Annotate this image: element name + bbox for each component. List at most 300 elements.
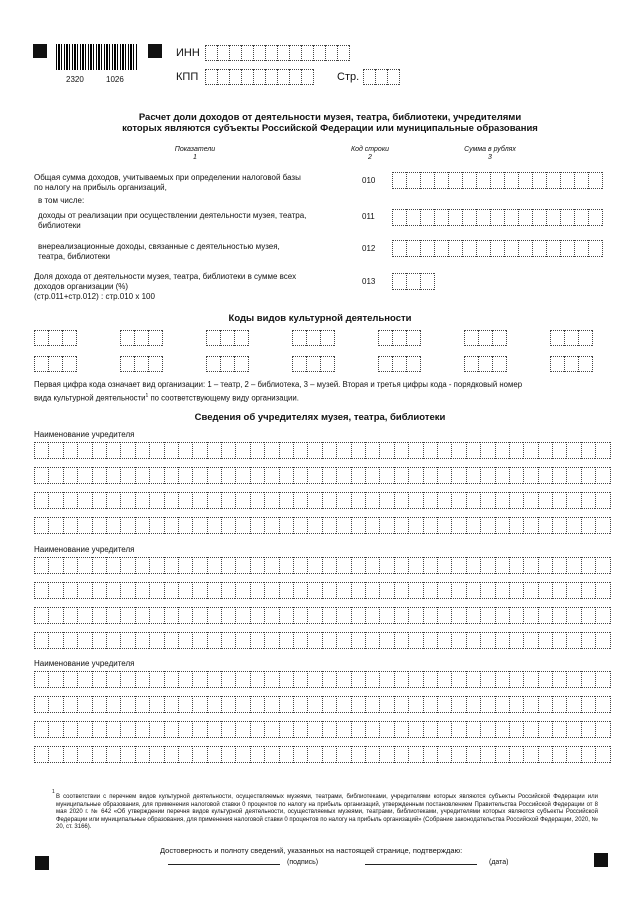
input-cell[interactable] — [48, 492, 62, 509]
input-cell[interactable] — [164, 492, 178, 509]
input-cell[interactable] — [120, 671, 134, 688]
input-cell[interactable] — [476, 172, 490, 189]
activity-code-field[interactable] — [34, 330, 77, 346]
input-cell[interactable] — [264, 721, 278, 738]
input-cell[interactable] — [250, 467, 264, 484]
input-cell[interactable] — [164, 721, 178, 738]
input-cell[interactable] — [581, 696, 595, 713]
input-cell[interactable] — [207, 517, 221, 534]
activity-code-field[interactable] — [206, 356, 249, 372]
input-cell[interactable] — [420, 273, 434, 290]
input-cell[interactable] — [207, 632, 221, 649]
input-cell[interactable] — [207, 607, 221, 624]
input-cell[interactable] — [48, 607, 62, 624]
activity-code-field[interactable] — [292, 330, 335, 346]
input-cell[interactable] — [178, 632, 192, 649]
input-cell[interactable] — [135, 696, 149, 713]
input-cell[interactable] — [480, 557, 494, 574]
input-cell[interactable] — [221, 721, 235, 738]
input-cell[interactable] — [293, 607, 307, 624]
input-cell[interactable] — [566, 557, 580, 574]
input-cell[interactable] — [523, 607, 537, 624]
input-cell[interactable] — [48, 467, 62, 484]
input-cell[interactable] — [164, 582, 178, 599]
input-cell[interactable] — [478, 330, 492, 346]
row-012-sum-field[interactable] — [392, 240, 603, 257]
input-cell[interactable] — [466, 557, 480, 574]
input-cell[interactable] — [523, 671, 537, 688]
input-cell[interactable] — [279, 557, 293, 574]
input-cell[interactable] — [365, 467, 379, 484]
input-cell[interactable] — [538, 671, 552, 688]
input-cell[interactable] — [523, 582, 537, 599]
input-cell[interactable] — [336, 442, 350, 459]
activity-code-field[interactable] — [464, 330, 507, 346]
input-cell[interactable] — [451, 582, 465, 599]
input-cell[interactable] — [408, 632, 422, 649]
input-cell[interactable] — [495, 467, 509, 484]
input-cell[interactable] — [538, 582, 552, 599]
input-cell[interactable] — [149, 607, 163, 624]
input-cell[interactable] — [336, 582, 350, 599]
input-cell[interactable] — [164, 632, 178, 649]
input-cell[interactable] — [574, 240, 588, 257]
input-cell[interactable] — [264, 632, 278, 649]
input-cell[interactable] — [322, 442, 336, 459]
input-cell[interactable] — [307, 721, 321, 738]
input-cell[interactable] — [552, 517, 566, 534]
input-cell[interactable] — [379, 582, 393, 599]
founder-name-row[interactable] — [34, 721, 611, 738]
input-cell[interactable] — [250, 517, 264, 534]
input-cell[interactable] — [264, 517, 278, 534]
input-cell[interactable] — [560, 240, 574, 257]
input-cell[interactable] — [420, 209, 434, 226]
input-cell[interactable] — [134, 330, 148, 346]
cell-group[interactable] — [206, 330, 249, 346]
input-cell[interactable] — [578, 330, 592, 346]
input-cell[interactable] — [595, 517, 609, 534]
input-cell[interactable] — [578, 356, 592, 372]
input-cell[interactable] — [135, 582, 149, 599]
input-cell[interactable] — [322, 632, 336, 649]
row-013-percent-field[interactable] — [392, 273, 435, 290]
input-cell[interactable] — [235, 632, 249, 649]
input-cell[interactable] — [135, 442, 149, 459]
input-cell[interactable] — [490, 172, 504, 189]
input-cell[interactable] — [279, 671, 293, 688]
input-cell[interactable] — [365, 696, 379, 713]
input-cell[interactable] — [34, 467, 48, 484]
input-cell[interactable] — [92, 607, 106, 624]
input-cell[interactable] — [495, 557, 509, 574]
input-cell[interactable] — [464, 330, 478, 346]
input-cell[interactable] — [392, 273, 406, 290]
input-cell[interactable] — [149, 442, 163, 459]
input-cell[interactable] — [394, 492, 408, 509]
input-cell[interactable] — [92, 467, 106, 484]
input-cell[interactable] — [77, 557, 91, 574]
input-cell[interactable] — [552, 467, 566, 484]
input-cell[interactable] — [34, 632, 48, 649]
input-cell[interactable] — [322, 607, 336, 624]
input-cell[interactable] — [120, 517, 134, 534]
input-cell[interactable] — [307, 557, 321, 574]
input-cell[interactable] — [451, 632, 465, 649]
input-cell[interactable] — [164, 746, 178, 763]
input-cell[interactable] — [106, 671, 120, 688]
input-cell[interactable] — [560, 172, 574, 189]
input-cell[interactable] — [466, 607, 480, 624]
input-cell[interactable] — [394, 467, 408, 484]
input-cell[interactable] — [437, 467, 451, 484]
cell-group[interactable] — [550, 330, 593, 346]
input-cell[interactable] — [221, 557, 235, 574]
input-cell[interactable] — [523, 517, 537, 534]
input-cell[interactable] — [518, 209, 532, 226]
cell-group[interactable] — [34, 582, 611, 599]
input-cell[interactable] — [574, 209, 588, 226]
input-cell[interactable] — [34, 492, 48, 509]
input-cell[interactable] — [235, 696, 249, 713]
founder-name-row[interactable] — [34, 671, 611, 688]
input-cell[interactable] — [451, 467, 465, 484]
input-cell[interactable] — [63, 632, 77, 649]
input-cell[interactable] — [221, 632, 235, 649]
input-cell[interactable] — [564, 356, 578, 372]
input-cell[interactable] — [495, 582, 509, 599]
input-cell[interactable] — [466, 632, 480, 649]
input-cell[interactable] — [164, 671, 178, 688]
input-cell[interactable] — [229, 69, 241, 85]
input-cell[interactable] — [495, 607, 509, 624]
input-cell[interactable] — [205, 45, 217, 61]
input-cell[interactable] — [480, 467, 494, 484]
input-cell[interactable] — [408, 557, 422, 574]
input-cell[interactable] — [63, 721, 77, 738]
input-cell[interactable] — [241, 45, 253, 61]
input-cell[interactable] — [423, 557, 437, 574]
input-cell[interactable] — [250, 721, 264, 738]
input-cell[interactable] — [595, 696, 609, 713]
input-cell[interactable] — [192, 442, 206, 459]
input-cell[interactable] — [77, 607, 91, 624]
input-cell[interactable] — [550, 330, 564, 346]
input-cell[interactable] — [379, 442, 393, 459]
input-cell[interactable] — [408, 517, 422, 534]
input-cell[interactable] — [48, 557, 62, 574]
input-cell[interactable] — [379, 557, 393, 574]
input-cell[interactable] — [509, 746, 523, 763]
input-cell[interactable] — [135, 746, 149, 763]
input-cell[interactable] — [322, 517, 336, 534]
input-cell[interactable] — [466, 696, 480, 713]
input-cell[interactable] — [480, 632, 494, 649]
input-cell[interactable] — [149, 696, 163, 713]
input-cell[interactable] — [546, 172, 560, 189]
input-cell[interactable] — [77, 442, 91, 459]
input-cell[interactable] — [192, 467, 206, 484]
input-cell[interactable] — [392, 240, 406, 257]
cell-group[interactable] — [34, 442, 611, 459]
input-cell[interactable] — [394, 696, 408, 713]
input-cell[interactable] — [574, 172, 588, 189]
input-cell[interactable] — [221, 517, 235, 534]
input-cell[interactable] — [476, 209, 490, 226]
input-cell[interactable] — [148, 356, 162, 372]
input-cell[interactable] — [509, 557, 523, 574]
input-cell[interactable] — [34, 356, 48, 372]
input-cell[interactable] — [120, 442, 134, 459]
input-cell[interactable] — [581, 557, 595, 574]
input-cell[interactable] — [509, 696, 523, 713]
cell-group[interactable] — [34, 671, 611, 688]
activity-code-field[interactable] — [34, 356, 77, 372]
input-cell[interactable] — [48, 442, 62, 459]
input-cell[interactable] — [106, 492, 120, 509]
input-cell[interactable] — [464, 356, 478, 372]
input-cell[interactable] — [293, 517, 307, 534]
cell-group[interactable] — [206, 356, 249, 372]
input-cell[interactable] — [379, 517, 393, 534]
cell-group[interactable] — [34, 607, 611, 624]
input-cell[interactable] — [495, 632, 509, 649]
input-cell[interactable] — [217, 45, 229, 61]
input-cell[interactable] — [307, 746, 321, 763]
input-cell[interactable] — [423, 671, 437, 688]
input-cell[interactable] — [434, 240, 448, 257]
input-cell[interactable] — [120, 632, 134, 649]
input-cell[interactable] — [149, 517, 163, 534]
row-011-sum-field[interactable] — [392, 209, 603, 226]
input-cell[interactable] — [250, 557, 264, 574]
input-cell[interactable] — [34, 607, 48, 624]
input-cell[interactable] — [466, 582, 480, 599]
input-cell[interactable] — [106, 632, 120, 649]
input-cell[interactable] — [149, 492, 163, 509]
input-cell[interactable] — [448, 240, 462, 257]
input-cell[interactable] — [207, 721, 221, 738]
founder-name-row[interactable] — [34, 517, 611, 534]
input-cell[interactable] — [552, 607, 566, 624]
input-cell[interactable] — [221, 492, 235, 509]
input-cell[interactable] — [466, 492, 480, 509]
input-cell[interactable] — [408, 492, 422, 509]
input-cell[interactable] — [588, 240, 602, 257]
input-cell[interactable] — [106, 721, 120, 738]
input-cell[interactable] — [581, 746, 595, 763]
input-cell[interactable] — [264, 746, 278, 763]
input-cell[interactable] — [307, 517, 321, 534]
input-cell[interactable] — [379, 492, 393, 509]
input-cell[interactable] — [378, 356, 392, 372]
input-cell[interactable] — [434, 209, 448, 226]
input-cell[interactable] — [336, 632, 350, 649]
input-cell[interactable] — [264, 607, 278, 624]
input-cell[interactable] — [120, 582, 134, 599]
input-cell[interactable] — [336, 467, 350, 484]
cell-group[interactable] — [464, 330, 507, 346]
input-cell[interactable] — [164, 557, 178, 574]
input-cell[interactable] — [581, 632, 595, 649]
input-cell[interactable] — [509, 467, 523, 484]
cell-group[interactable] — [34, 330, 77, 346]
input-cell[interactable] — [566, 721, 580, 738]
input-cell[interactable] — [235, 517, 249, 534]
founder-name-row[interactable] — [34, 492, 611, 509]
input-cell[interactable] — [394, 607, 408, 624]
input-cell[interactable] — [492, 330, 506, 346]
input-cell[interactable] — [120, 467, 134, 484]
input-cell[interactable] — [523, 492, 537, 509]
input-cell[interactable] — [293, 632, 307, 649]
input-cell[interactable] — [250, 582, 264, 599]
input-cell[interactable] — [34, 671, 48, 688]
input-cell[interactable] — [365, 582, 379, 599]
input-cell[interactable] — [466, 746, 480, 763]
cell-group[interactable] — [34, 746, 611, 763]
cell-group[interactable] — [205, 69, 314, 85]
input-cell[interactable] — [164, 696, 178, 713]
input-cell[interactable] — [48, 746, 62, 763]
input-cell[interactable] — [423, 467, 437, 484]
input-cell[interactable] — [135, 671, 149, 688]
input-cell[interactable] — [48, 721, 62, 738]
input-cell[interactable] — [451, 557, 465, 574]
cell-group[interactable] — [34, 721, 611, 738]
input-cell[interactable] — [241, 69, 253, 85]
input-cell[interactable] — [149, 632, 163, 649]
input-cell[interactable] — [178, 746, 192, 763]
input-cell[interactable] — [34, 721, 48, 738]
input-cell[interactable] — [552, 746, 566, 763]
input-cell[interactable] — [234, 356, 248, 372]
input-cell[interactable] — [480, 442, 494, 459]
input-cell[interactable] — [552, 721, 566, 738]
input-cell[interactable] — [77, 517, 91, 534]
input-cell[interactable] — [423, 746, 437, 763]
input-cell[interactable] — [566, 517, 580, 534]
input-cell[interactable] — [423, 517, 437, 534]
input-cell[interactable] — [480, 721, 494, 738]
input-cell[interactable] — [307, 696, 321, 713]
input-cell[interactable] — [406, 273, 420, 290]
input-cell[interactable] — [546, 209, 560, 226]
input-cell[interactable] — [408, 696, 422, 713]
cell-group[interactable] — [363, 69, 400, 85]
input-cell[interactable] — [164, 467, 178, 484]
input-cell[interactable] — [149, 671, 163, 688]
input-cell[interactable] — [394, 442, 408, 459]
input-cell[interactable] — [307, 582, 321, 599]
input-cell[interactable] — [480, 746, 494, 763]
input-cell[interactable] — [292, 356, 306, 372]
input-cell[interactable] — [320, 356, 334, 372]
input-cell[interactable] — [423, 632, 437, 649]
input-cell[interactable] — [566, 442, 580, 459]
input-cell[interactable] — [480, 696, 494, 713]
input-cell[interactable] — [509, 442, 523, 459]
input-cell[interactable] — [595, 607, 609, 624]
input-cell[interactable] — [379, 721, 393, 738]
input-cell[interactable] — [279, 721, 293, 738]
input-cell[interactable] — [192, 492, 206, 509]
input-cell[interactable] — [92, 557, 106, 574]
input-cell[interactable] — [378, 330, 392, 346]
input-cell[interactable] — [462, 172, 476, 189]
input-cell[interactable] — [351, 517, 365, 534]
input-cell[interactable] — [221, 582, 235, 599]
input-cell[interactable] — [532, 240, 546, 257]
input-cell[interactable] — [581, 582, 595, 599]
input-cell[interactable] — [178, 467, 192, 484]
input-cell[interactable] — [322, 582, 336, 599]
input-cell[interactable] — [451, 671, 465, 688]
input-cell[interactable] — [423, 442, 437, 459]
cell-group[interactable] — [120, 356, 163, 372]
input-cell[interactable] — [437, 582, 451, 599]
input-cell[interactable] — [135, 557, 149, 574]
page-field[interactable] — [363, 69, 400, 85]
input-cell[interactable] — [351, 492, 365, 509]
cell-group[interactable] — [392, 240, 603, 257]
input-cell[interactable] — [178, 607, 192, 624]
input-cell[interactable] — [437, 721, 451, 738]
input-cell[interactable] — [379, 746, 393, 763]
input-cell[interactable] — [120, 557, 134, 574]
input-cell[interactable] — [63, 492, 77, 509]
input-cell[interactable] — [392, 330, 406, 346]
input-cell[interactable] — [322, 557, 336, 574]
input-cell[interactable] — [538, 492, 552, 509]
input-cell[interactable] — [264, 492, 278, 509]
input-cell[interactable] — [229, 45, 241, 61]
input-cell[interactable] — [462, 240, 476, 257]
input-cell[interactable] — [164, 442, 178, 459]
input-cell[interactable] — [437, 492, 451, 509]
input-cell[interactable] — [566, 632, 580, 649]
input-cell[interactable] — [552, 582, 566, 599]
input-cell[interactable] — [538, 467, 552, 484]
input-cell[interactable] — [523, 721, 537, 738]
input-cell[interactable] — [34, 746, 48, 763]
input-cell[interactable] — [466, 671, 480, 688]
input-cell[interactable] — [595, 582, 609, 599]
input-cell[interactable] — [408, 607, 422, 624]
cell-group[interactable] — [550, 356, 593, 372]
activity-code-field[interactable] — [120, 356, 163, 372]
input-cell[interactable] — [250, 671, 264, 688]
cell-group[interactable] — [292, 330, 335, 346]
founder-name-row[interactable] — [34, 467, 611, 484]
input-cell[interactable] — [518, 172, 532, 189]
input-cell[interactable] — [63, 746, 77, 763]
cell-group[interactable] — [392, 209, 603, 226]
input-cell[interactable] — [293, 582, 307, 599]
input-cell[interactable] — [207, 442, 221, 459]
input-cell[interactable] — [63, 607, 77, 624]
input-cell[interactable] — [48, 356, 62, 372]
input-cell[interactable] — [106, 746, 120, 763]
input-cell[interactable] — [509, 492, 523, 509]
input-cell[interactable] — [164, 517, 178, 534]
input-cell[interactable] — [466, 467, 480, 484]
input-cell[interactable] — [164, 607, 178, 624]
cell-group[interactable] — [34, 467, 611, 484]
input-cell[interactable] — [408, 746, 422, 763]
input-cell[interactable] — [394, 582, 408, 599]
input-cell[interactable] — [207, 746, 221, 763]
